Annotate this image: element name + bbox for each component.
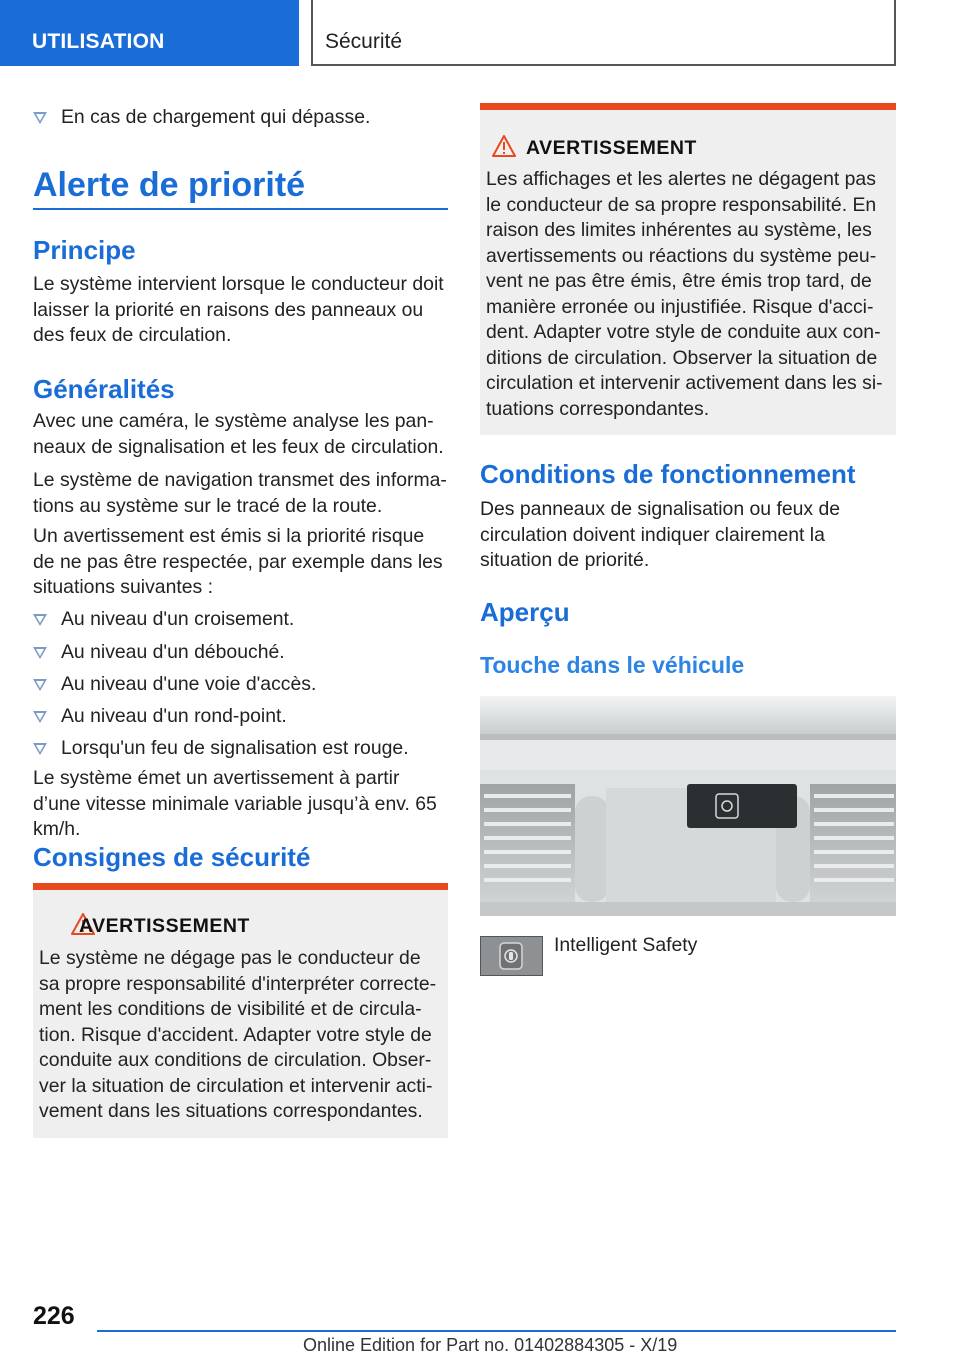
title-underline	[33, 208, 448, 210]
heading-principe: Principe	[33, 235, 136, 265]
generalites-paragraph-2: Le système de navigation transmet des informations au système sur le tracé de la route.	[33, 469, 447, 517]
warning-box	[480, 103, 896, 435]
list-item: Au niveau d'un croisement.	[33, 607, 448, 633]
chapter-header	[311, 0, 896, 66]
generalites-paragraph-3: Un avertissement est émis si la priorité risque de ne pas être respectée, par exemple dans les situations suivantes :	[33, 525, 443, 598]
safety-symbol-icon	[481, 937, 542, 975]
footer-rule	[97, 1330, 896, 1332]
list-item: Au niveau d'un débouché.	[33, 640, 448, 666]
heading-apercu: Aperçu	[480, 597, 570, 627]
heading-conditions: Conditions de fonctionnement	[480, 459, 856, 489]
warning-triangle-icon	[492, 135, 516, 157]
intelligent-safety-button-icon	[480, 936, 543, 976]
triangle-bullet-icon	[33, 679, 47, 691]
list-item: Au niveau d'un rond-point.	[33, 704, 448, 730]
list-item: Lorsqu'un feu de signalisation est rouge.	[33, 736, 448, 762]
warning-text: Le système ne dégage pas le conducteur de sa propre responsabilité d'interpréter correctement les conditions de visibilité et de circulation. Risque d'accident. Adapter votre style de conduite aux conditions de circulation. Observer la situation de circulation et intervenir activement dans les situations correspondantes.	[39, 947, 437, 1122]
page-number: 226	[33, 1302, 75, 1330]
triangle-bullet-icon	[33, 112, 47, 124]
chapter-title: Sécurité	[325, 30, 403, 53]
console-illustration	[480, 696, 896, 916]
button-label: Intelligent Safety	[554, 934, 698, 956]
conditions-text: Des panneaux de signalisation ou feux de circulation doivent indiquer clairement la situation de priorité.	[480, 498, 841, 571]
triangle-bullet-icon	[33, 647, 47, 659]
triangle-bullet-icon	[33, 743, 47, 755]
triangle-bullet-icon	[33, 711, 47, 723]
edition-info: Online Edition for Part no. 01402884305 - X/19	[303, 1335, 678, 1355]
warning-text: Les affichages et les alertes ne dégagent pas le conducteur de sa propre responsabilité. En raison des limites inhérentes au système, les avertissements ou réactions du système peuvent ne pas être émis, être émis trop tard, de manière erronée ou injustifiée. Risque d'accident. Adapter votre style de conduite aux conditions de circulation. Observer la situation de circulation et intervenir activement dans les situations correspondantes.	[486, 168, 883, 420]
principe-text: Le système intervient lorsque le conducteur doit laisser la priorité en raisons des panneaux ou des feux de circulation.	[33, 273, 444, 346]
generalites-paragraph-4: Le système émet un avertissement à partir d’une vitesse minimale variable jusqu’à env. 65 km/h.	[33, 767, 437, 840]
section-tab	[0, 0, 299, 66]
list-item: En cas de chargement qui dépasse.	[33, 105, 448, 131]
triangle-bullet-icon	[33, 614, 47, 626]
warning-title: AVERTISSEMENT	[79, 915, 250, 937]
heading-touche: Touche dans le véhicule	[480, 652, 745, 678]
warning-box	[33, 883, 448, 1138]
section-title: UTILISATION	[32, 30, 165, 53]
list-item: Au niveau d'une voie d'accès.	[33, 672, 448, 698]
generalites-paragraph-1: Avec une caméra, le système analyse les panneaux de signalisation et les feux de circulation.	[33, 410, 444, 458]
warning-title: AVERTISSEMENT	[526, 137, 697, 159]
heading-consignes: Consignes de sécurité	[33, 842, 311, 872]
heading-generalites: Généralités	[33, 374, 175, 404]
vehicle-console-photo	[480, 696, 896, 916]
page-title: Alerte de priorité	[33, 166, 306, 204]
